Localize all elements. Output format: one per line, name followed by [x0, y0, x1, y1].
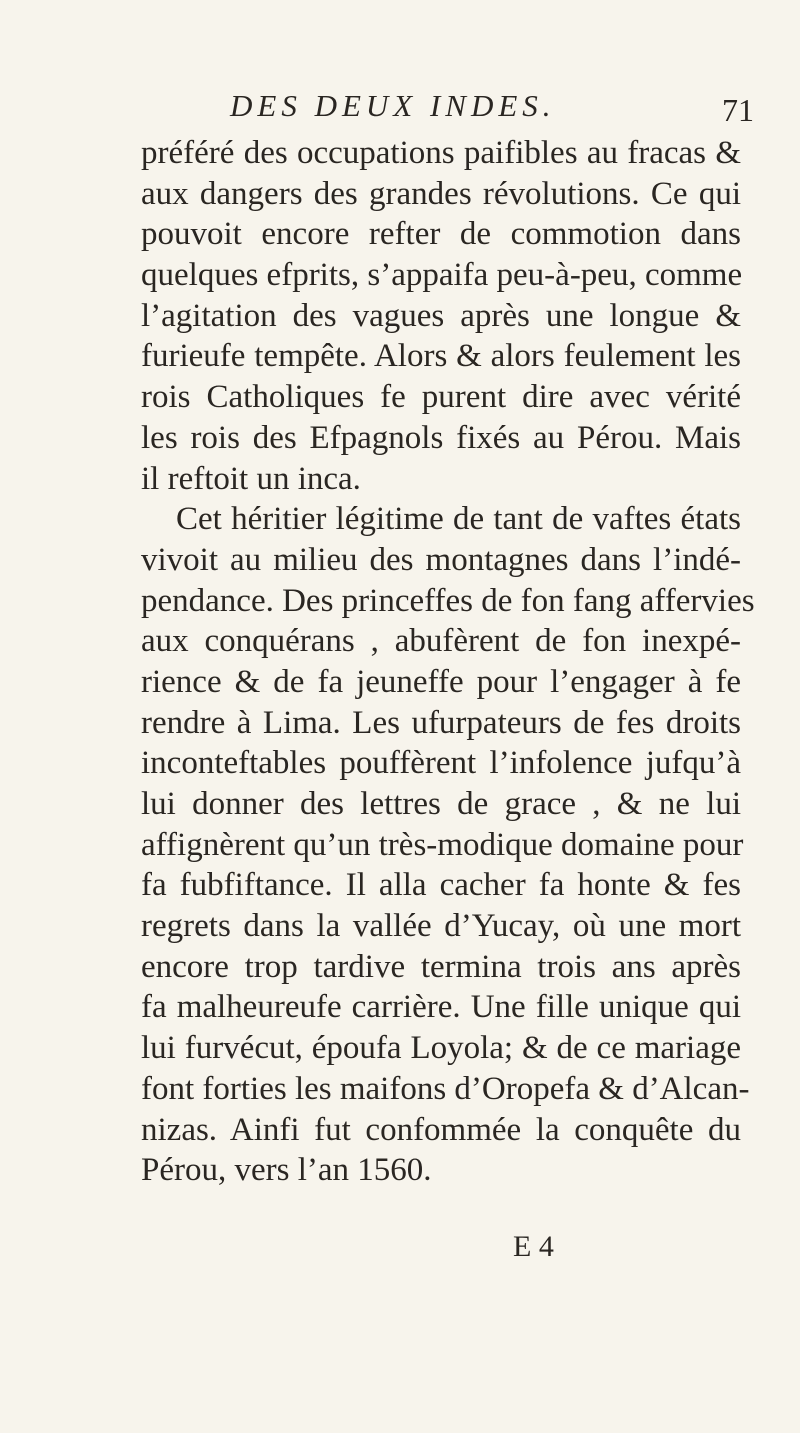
text-line: quelques efprits, s’appaifa peu-à-peu, comme — [141, 257, 743, 294]
text-line: rendre à Lima. Les ufurpateurs de fes droits — [141, 704, 741, 741]
text-line: préféré des occupations paifibles au fracas & — [141, 135, 741, 171]
text-line: rois Catholiques fe purent dire avec vérité — [141, 379, 741, 416]
text-line: fa malheureufe carrière. Une fille unique qui — [141, 989, 741, 1026]
signature-mark: E 4 — [513, 1230, 554, 1263]
text-line: lui furvécut, époufa Loyola; & de ce mariage — [141, 1030, 741, 1067]
text-line: rience & de fa jeuneffe pour l’engager à fe — [141, 663, 741, 700]
text-line: pouvoit encore refter de commotion dans — [141, 216, 741, 253]
text-line: nizas. Ainfi fut confommée la conquête du — [141, 1111, 741, 1148]
paragraph-end-line: Pérou, vers l’an 1560. — [141, 1152, 432, 1189]
text-line: affignèrent qu’un très-modique domaine pour — [141, 826, 744, 863]
running-title: DES DEUX INDES. — [230, 88, 556, 123]
page-number: 71 — [722, 92, 754, 128]
text-line: font forties les maifons d’Oropefa & d’Alcan- — [141, 1070, 750, 1107]
text-line: pendance. Des princeffes de fon fang affervies — [141, 582, 755, 619]
text-line: fa fubfiftance. Il alla cacher fa honte & fes — [141, 867, 741, 904]
text-line: lui donner des lettres de grace , & ne lui — [141, 786, 741, 822]
paragraph-start-line: Cet héritier légitime de tant de vaftes états — [176, 501, 741, 538]
text-line: encore trop tardive termina trois ans après — [141, 948, 741, 985]
paragraph-end-line: il reftoit un inca. — [141, 460, 361, 497]
text-line: l’agitation des vagues après une longue & — [141, 297, 741, 334]
text-line: vivoit au milieu des montagnes dans l’indé- — [141, 541, 741, 578]
text-line: inconteftables pouffèrent l’infolence jufqu’à — [141, 745, 741, 782]
text-line: aux dangers des grandes révolutions. Ce qui — [141, 175, 741, 212]
text-line: les rois des Efpagnols fixés au Pérou. Mais — [141, 419, 741, 456]
text-line: aux conquérans , abufèrent de fon inexpé- — [141, 623, 741, 660]
text-line: furieufe tempête. Alors & alors feulement les — [141, 338, 741, 375]
body-text — [141, 133, 755, 1191]
running-head — [0, 88, 800, 138]
text-line: regrets dans la vallée d’Yucay, où une mort — [141, 908, 741, 945]
